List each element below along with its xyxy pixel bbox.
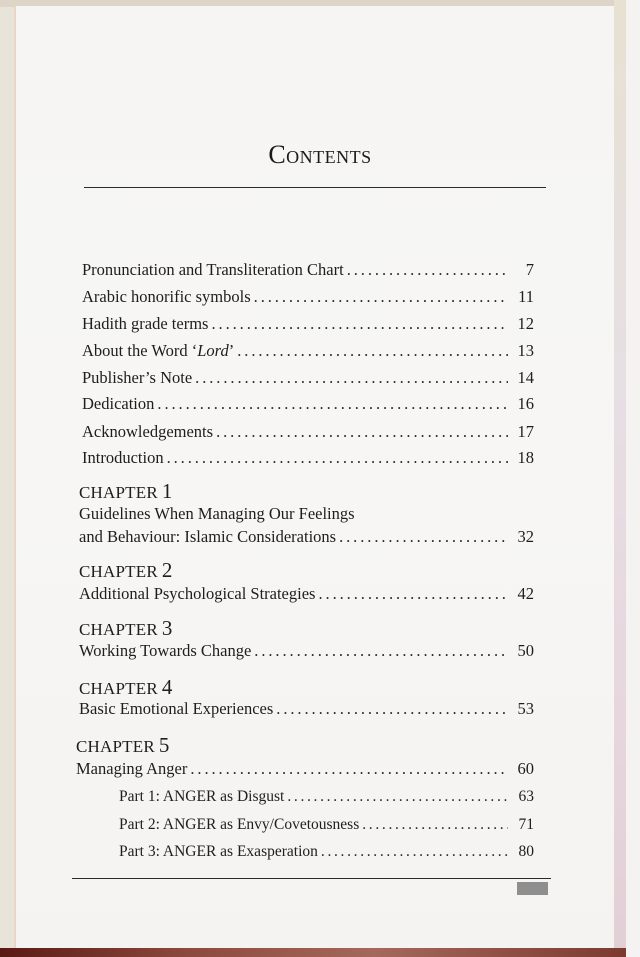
dot-leader bbox=[167, 447, 508, 469]
chapter-3-heading bbox=[79, 617, 173, 641]
chapter-word: CHAPTER bbox=[79, 483, 158, 502]
entry-label: and Behaviour: Islamic Considerations bbox=[79, 527, 337, 546]
label-italic: Lord bbox=[197, 341, 229, 360]
entry-page: 7 bbox=[525, 260, 534, 279]
chapter-word: CHAPTER bbox=[76, 737, 155, 756]
entry-page: 80 bbox=[518, 843, 534, 860]
toc-entry-introduction bbox=[82, 447, 534, 469]
dot-leader bbox=[216, 421, 508, 443]
entry-label: Publisher’s Note bbox=[82, 368, 193, 387]
chapter-number: 2 bbox=[161, 558, 173, 582]
dot-leader bbox=[254, 286, 508, 308]
entry-label: Part 2: ANGER as Envy/Covetousness bbox=[119, 816, 360, 833]
entry-label bbox=[82, 340, 234, 362]
entry-label: Basic Emotional Experiences bbox=[79, 699, 274, 718]
entry-page: 60 bbox=[517, 759, 534, 778]
entry-page: 50 bbox=[517, 641, 534, 660]
entry-label: Acknowledgements bbox=[82, 422, 214, 441]
dot-leader bbox=[276, 698, 508, 720]
chapter-word: CHAPTER bbox=[79, 620, 158, 639]
chapter-word: CHAPTER bbox=[79, 679, 158, 698]
label-suffix: ’ bbox=[228, 341, 235, 360]
folio-marker bbox=[517, 882, 548, 895]
toc-entry-honorific-symbols bbox=[82, 286, 534, 308]
chapter-number: 3 bbox=[161, 616, 173, 640]
entry-label: Pronunciation and Transliteration Chart bbox=[82, 260, 344, 279]
toc-entry-acknowledgements bbox=[82, 421, 534, 443]
toc-entry-about-word-lord bbox=[82, 340, 534, 362]
toc-entry-chapter-1 bbox=[79, 526, 534, 548]
entry-label: Managing Anger bbox=[76, 759, 188, 778]
toc-entry-pronunciation bbox=[82, 259, 534, 281]
footer-divider bbox=[72, 878, 551, 879]
dot-leader bbox=[195, 367, 508, 389]
toc-entry-part-3 bbox=[119, 841, 534, 863]
toc-entry-dedication bbox=[82, 393, 534, 415]
dot-leader bbox=[157, 393, 508, 415]
chapter-4-heading bbox=[79, 676, 173, 700]
entry-label: Working Towards Change bbox=[79, 641, 252, 660]
chapter-number: 4 bbox=[161, 675, 173, 699]
entry-label: Hadith grade terms bbox=[82, 314, 209, 333]
entry-page: 16 bbox=[517, 394, 534, 413]
chapter-word: CHAPTER bbox=[79, 562, 158, 581]
dot-leader bbox=[237, 340, 508, 362]
entry-page: 14 bbox=[517, 368, 534, 387]
dot-leader bbox=[254, 640, 508, 662]
toc-entry-part-2 bbox=[119, 814, 534, 836]
chapter-1-heading bbox=[79, 480, 173, 504]
entry-page: 71 bbox=[518, 816, 534, 833]
dot-leader bbox=[321, 841, 508, 863]
page-title: Contents bbox=[268, 140, 372, 169]
entry-label: Part 1: ANGER as Disgust bbox=[119, 788, 285, 805]
toc-entry-publishers-note bbox=[82, 367, 534, 389]
entry-page: 32 bbox=[517, 527, 534, 546]
toc-entry-hadith-grade-terms bbox=[82, 313, 534, 335]
entry-label: Introduction bbox=[82, 448, 164, 467]
chapter-number: 1 bbox=[161, 479, 173, 503]
toc-entry-chapter-4 bbox=[79, 698, 534, 720]
entry-page: 13 bbox=[517, 341, 534, 360]
toc-entry-chapter-5 bbox=[76, 758, 534, 780]
entry-label: Additional Psychological Strategies bbox=[79, 584, 316, 603]
dot-leader bbox=[339, 526, 508, 548]
dot-leader bbox=[362, 814, 508, 836]
toc-entry-chapter-2 bbox=[79, 583, 534, 605]
entry-page: 17 bbox=[517, 422, 534, 441]
entry-page: 18 bbox=[517, 448, 534, 467]
title-divider bbox=[84, 187, 546, 188]
entry-label: Dedication bbox=[82, 394, 155, 413]
chapter-1-title-line1: Guidelines When Managing Our Feelings bbox=[79, 504, 355, 523]
chapter-number: 5 bbox=[158, 733, 170, 757]
entry-label: Arabic honorific symbols bbox=[82, 287, 251, 306]
dot-leader bbox=[287, 786, 508, 808]
entry-page: 63 bbox=[518, 788, 534, 805]
dot-leader bbox=[318, 583, 508, 605]
entry-page: 53 bbox=[517, 699, 534, 718]
dot-leader bbox=[190, 758, 508, 780]
entry-label: Part 3: ANGER as Exasperation bbox=[119, 843, 318, 860]
label-prefix: About the Word ‘ bbox=[82, 341, 198, 360]
chapter-2-heading bbox=[79, 559, 173, 583]
chapter-5-heading bbox=[76, 734, 170, 758]
entry-page: 42 bbox=[517, 584, 534, 603]
dot-leader bbox=[211, 313, 508, 335]
entry-page: 12 bbox=[517, 314, 534, 333]
toc-entry-chapter-3 bbox=[79, 640, 534, 662]
entry-page: 11 bbox=[518, 287, 534, 306]
toc-entry-part-1 bbox=[119, 786, 534, 808]
dot-leader bbox=[347, 259, 508, 281]
book-cover-edge bbox=[0, 948, 626, 957]
